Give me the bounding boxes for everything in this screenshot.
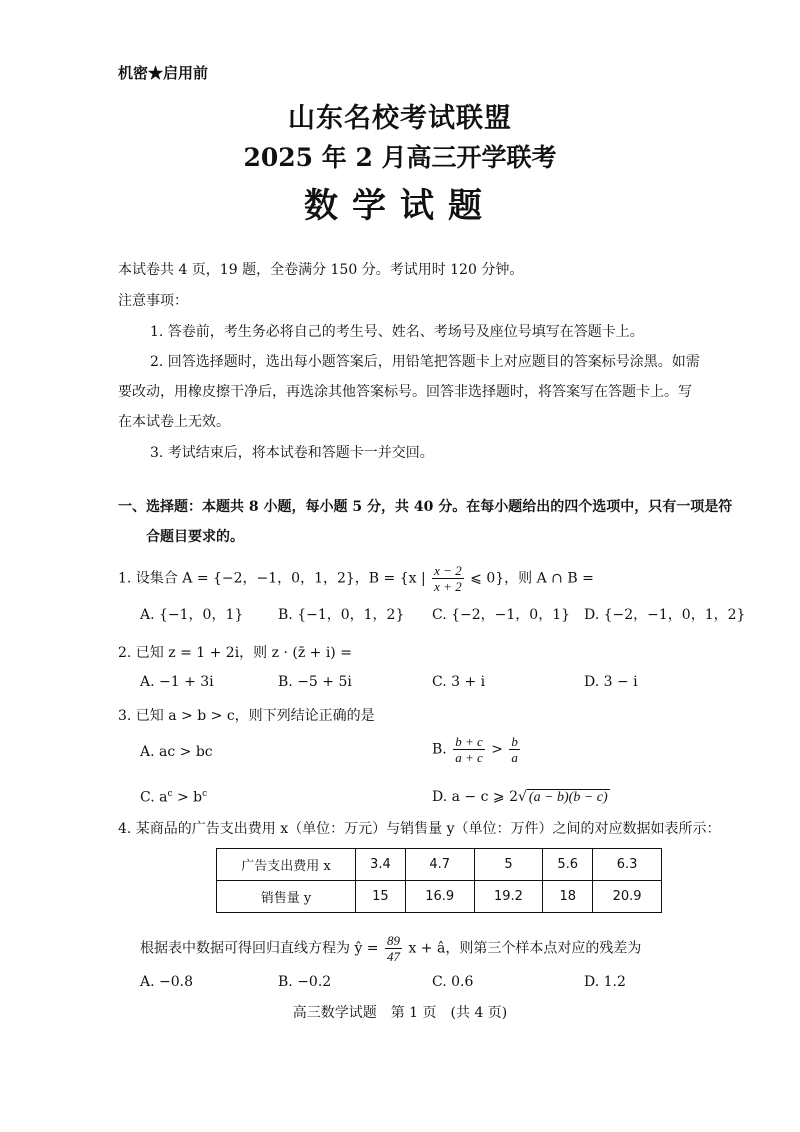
q3-option-b-label: B. bbox=[432, 741, 447, 758]
exam-summary: 本试卷共 4 页，19 题，全卷满分 150 分。考试用时 120 分钟。 bbox=[118, 262, 524, 278]
q3-option-b-fraction-right bbox=[509, 734, 520, 765]
section-1-heading-line-1: 一、选择题：本题共 8 小题，每小题 5 分，共 40 分。在每小题给出的四个选项中，只有一项是符 bbox=[118, 499, 733, 515]
data-table bbox=[216, 848, 662, 913]
q2-option-a: A. −1 + 3i bbox=[140, 674, 214, 690]
q2-option-c: C. 3 + i bbox=[432, 674, 486, 690]
table-cell: 5.6 bbox=[543, 849, 593, 881]
question-4-line-2 bbox=[140, 933, 641, 964]
exam-date-title: 2025 年 2 月高三开学联考 bbox=[243, 143, 557, 172]
q3-option-b-operator: > bbox=[491, 741, 503, 758]
note-1: 1. 答卷前，考生务必将自己的考生号、姓名、考场号及座位号填写在答题卡上。 bbox=[150, 324, 644, 340]
q3-option-d bbox=[432, 789, 610, 806]
note-3: 3. 考试结束后，将本试卷和答题卡一并交回。 bbox=[150, 445, 434, 461]
q3-option-b-fraction-left bbox=[453, 734, 485, 765]
q4-option-a: A. −0.8 bbox=[140, 974, 194, 990]
q3-b-left-denominator: a + c bbox=[455, 750, 483, 765]
q1-option-d: D. {−2，−1，0，1，2} bbox=[584, 607, 746, 623]
q4-line2-suffix: x + â，则第三个样本点对应的残差为 bbox=[408, 940, 642, 957]
table-cell: 15 bbox=[356, 881, 406, 913]
exam-alliance-title: 山东名校考试联盟 bbox=[288, 103, 512, 134]
notes-title: 注意事项： bbox=[118, 293, 188, 309]
page-footer: 高三数学试题 第 1 页 (共 4 页) bbox=[292, 1005, 508, 1021]
section-1-heading-line-2: 合题目要求的。 bbox=[146, 529, 244, 545]
question-3-stem: 3. 已知 a > b > c，则下列结论正确的是 bbox=[118, 708, 375, 724]
question-4-stem: 4. 某商品的广告支出费用 x（单位：万元）与销售量 y（单位：万件）之间的对应数据如表所示： bbox=[118, 821, 721, 837]
table-cell: 6.3 bbox=[593, 849, 662, 881]
q3-option-d-radicand: (a − b)(b − c) bbox=[528, 790, 608, 805]
q2-option-b: B. −5 + 5i bbox=[278, 674, 352, 690]
q1-option-b: B. {−1，0，1，2} bbox=[278, 607, 405, 623]
q3-b-left-numerator: b + c bbox=[455, 734, 483, 749]
q3-option-c-exponent-2: c bbox=[202, 789, 208, 799]
q4-line2-prefix: 根据表中数据可得回归直线方程为 ŷ = bbox=[140, 940, 379, 957]
q1-fraction-numerator: x − 2 bbox=[434, 563, 462, 578]
q4-fraction bbox=[385, 933, 402, 964]
q3-option-c-exponent-1: c bbox=[167, 789, 173, 799]
table-cell: 5 bbox=[474, 849, 543, 881]
question-1-stem bbox=[118, 563, 594, 594]
q4-option-c: C. 0.6 bbox=[432, 974, 474, 990]
q3-option-c bbox=[140, 789, 207, 806]
table-row bbox=[217, 881, 662, 913]
table-row bbox=[217, 849, 662, 881]
q4-option-b: B. −0.2 bbox=[278, 974, 332, 990]
confidential-label: 机密★启用前 bbox=[118, 64, 209, 82]
q1-fraction bbox=[432, 563, 464, 594]
q1-prefix: 1. 设集合 A = {−2，−1，0，1，2}，B = {x | bbox=[118, 570, 426, 587]
q4-fraction-denominator: 47 bbox=[387, 949, 400, 964]
q1-option-c: C. {−2，−1，0，1} bbox=[432, 607, 571, 623]
q1-fraction-denominator: x + 2 bbox=[434, 579, 462, 594]
q3-option-c-base-a: C. a bbox=[140, 789, 168, 806]
q1-option-a: A. {−1，0，1} bbox=[140, 607, 244, 623]
note-2-line-3: 在本试卷上无效。 bbox=[118, 414, 230, 430]
note-2-line-1: 2. 回答选择题时，选出每小题答案后，用铅笔把答题卡上对应题目的答案标号涂黑。如需 bbox=[150, 354, 700, 370]
table-cell: 20.9 bbox=[593, 881, 662, 913]
table-cell: 19.2 bbox=[474, 881, 543, 913]
q3-b-right-numerator: b bbox=[511, 734, 518, 749]
q1-suffix: ⩽ 0}，则 A ∩ B = bbox=[470, 570, 594, 587]
q3-option-b bbox=[432, 734, 522, 765]
question-2-stem: 2. 已知 z = 1 + 2i，则 z · (z̄ + i) = bbox=[118, 645, 352, 661]
q3-option-c-base-b: > b bbox=[172, 789, 203, 806]
q2-option-d: D. 3 − i bbox=[584, 674, 638, 690]
table-cell: 3.4 bbox=[356, 849, 406, 881]
q3-option-d-prefix: D. a − c ⩾ 2√ bbox=[432, 789, 527, 805]
table-row-2-label: 销售量 y bbox=[217, 881, 356, 913]
table-cell: 16.9 bbox=[405, 881, 474, 913]
q3-b-right-denominator: a bbox=[511, 750, 518, 765]
table-row-1-label: 广告支出费用 x bbox=[217, 849, 356, 881]
subject-title: 数学试题 bbox=[304, 186, 496, 226]
table-cell: 4.7 bbox=[405, 849, 474, 881]
q4-option-d: D. 1.2 bbox=[584, 974, 626, 990]
table-cell: 18 bbox=[543, 881, 593, 913]
q4-fraction-numerator: 89 bbox=[387, 933, 400, 948]
q3-option-a: A. ac > bc bbox=[140, 744, 213, 760]
note-2-line-2: 要改动，用橡皮擦干净后，再选涂其他答案标号。回答非选择题时，将答案写在答题卡上。写 bbox=[118, 384, 692, 400]
